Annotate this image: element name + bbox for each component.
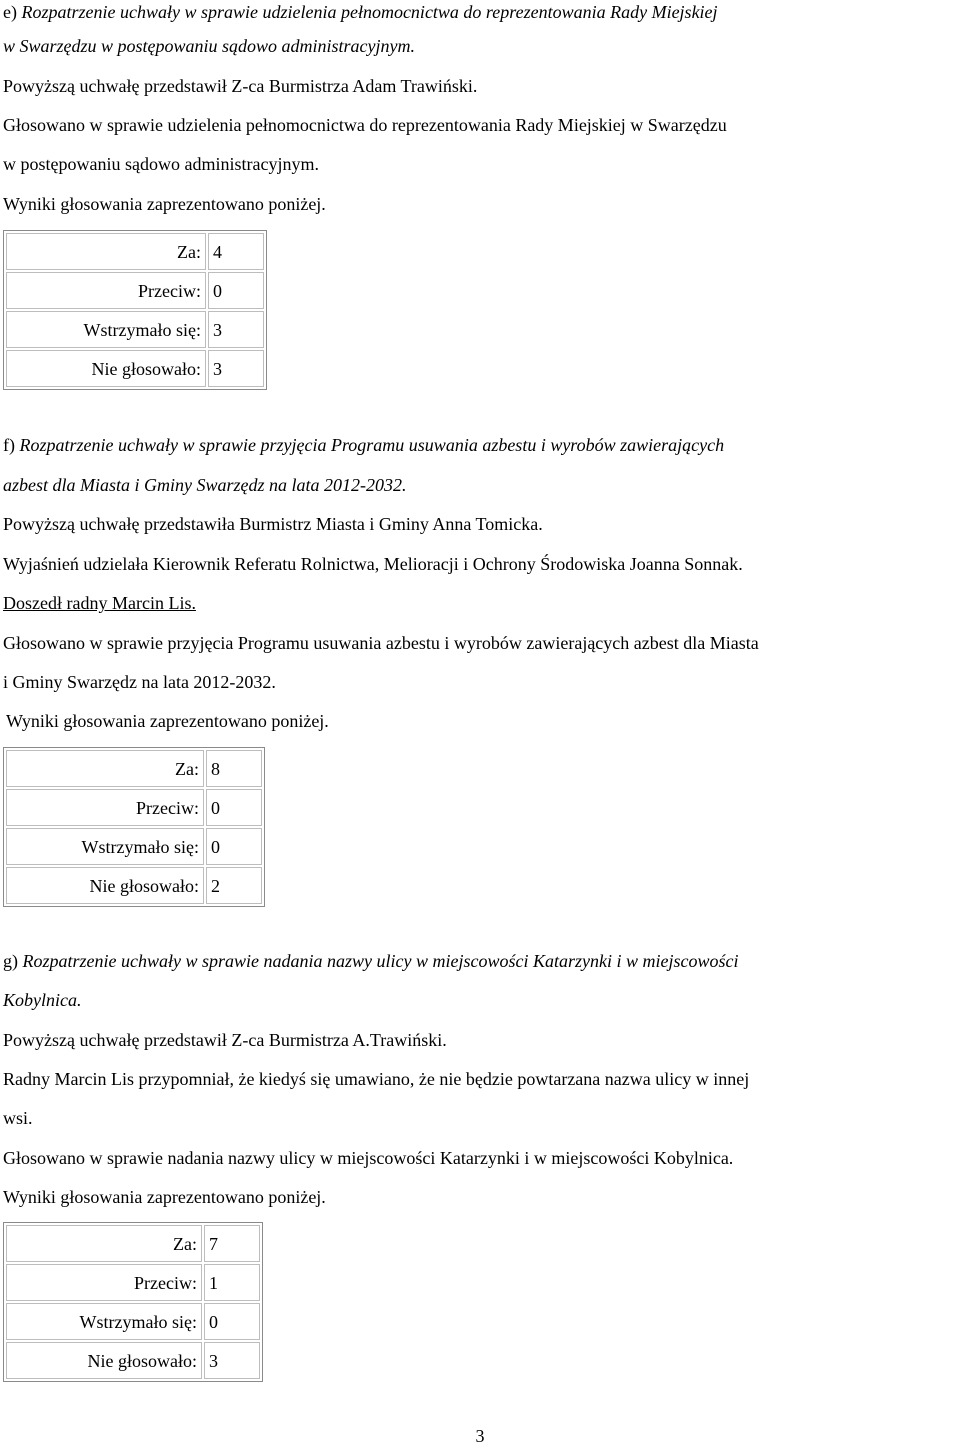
vote-label: Przeciw: [6,1264,202,1301]
section-f-heading-line-1: f) Rozpatrzenie uchwały w sprawie przyjęcia Programu usuwania azbestu i wyrobów zawierających [3,435,725,455]
section-g-presenter: Powyższą uchwałę przedstawił Z-ca Burmistrza A.Trawiński. [3,1030,447,1050]
section-g-title: Rozpatrzenie uchwały w sprawie nadania nazwy ulicy w miejscowości Katarzynki i w miejscowości [22,951,739,971]
vote-value: 3 [208,350,264,387]
vote-row-przeciw [6,272,264,309]
vote-label: Przeciw: [6,789,204,826]
section-f-results-intro: Wyniki głosowania zaprezentowano poniżej. [6,711,329,731]
vote-label: Wstrzymało się: [6,311,206,348]
section-g-results-intro: Wyniki głosowania zaprezentowano poniżej. [3,1187,326,1207]
vote-row-za [6,233,264,270]
section-f-explanation: Wyjaśnień udzielała Kierownik Referatu Rolnictwa, Melioracji i Ochrony Środowiska Joanna Sonnak. [3,554,743,574]
vote-label: Nie głosowało: [6,867,204,904]
vote-label: Wstrzymało się: [6,828,204,865]
section-g-vote-subject: Głosowano w sprawie nadania nazwy ulicy w miejscowości Katarzynki i w miejscowości Kobylnica. [3,1148,734,1168]
page-number: 3 [475,1426,485,1446]
section-e-heading-line-2: w Swarzędzu w postępowaniu sądowo administracyjnym. [3,36,416,56]
section-e-title: Rozpatrzenie uchwały w sprawie udzielenia pełnomocnictwa do reprezentowania Rady Miejskiej [21,2,718,22]
vote-value: 3 [208,311,264,348]
section-e-vote-subject-line-1: Głosowano w sprawie udzielenia pełnomocnictwa do reprezentowania Rady Miejskiej w Swarzędzu [3,115,727,135]
section-f-vote-table [3,747,265,907]
vote-row-nie-glosowalo [6,1342,260,1379]
vote-row-za [6,750,262,787]
section-g-heading-line-2: Kobylnica. [3,990,82,1010]
section-f-vote-subject-line-2: i Gminy Swarzędz na lata 2012-2032. [3,672,276,692]
vote-row-przeciw [6,789,262,826]
vote-label: Nie głosowało: [6,1342,202,1379]
vote-label: Za: [6,1225,202,1262]
vote-value: 0 [206,789,262,826]
section-f-heading-line-2: azbest dla Miasta i Gminy Swarzędz na lata 2012-2032. [3,475,407,495]
section-e-heading-line-1: e) Rozpatrzenie uchwały w sprawie udzielenia pełnomocnictwa do reprezentowania Rady Miejskiej [3,2,718,22]
vote-value: 3 [204,1342,260,1379]
vote-value: 1 [204,1264,260,1301]
section-e-results-intro: Wyniki głosowania zaprezentowano poniżej. [3,194,326,214]
vote-value: 4 [208,233,264,270]
section-g-remark-line-2: wsi. [3,1108,33,1128]
vote-value: 8 [206,750,262,787]
section-e-vote-table [3,230,267,390]
section-f-title: Rozpatrzenie uchwały w sprawie przyjęcia Programu usuwania azbestu i wyrobów zawierających [19,435,725,455]
vote-row-wstrzymalo [6,1303,260,1340]
vote-value: 0 [206,828,262,865]
vote-label: Wstrzymało się: [6,1303,202,1340]
vote-row-przeciw [6,1264,260,1301]
vote-label: Za: [6,750,204,787]
vote-value: 7 [204,1225,260,1262]
section-e-presenter: Powyższą uchwałę przedstawił Z-ca Burmistrza Adam Trawiński. [3,76,478,96]
section-g-vote-table [3,1222,263,1382]
section-f-presenter: Powyższą uchwałę przedstawiła Burmistrz Miasta i Gminy Anna Tomicka. [3,514,543,534]
vote-value: 2 [206,867,262,904]
section-f-vote-subject-line-1: Głosowano w sprawie przyjęcia Programu usuwania azbestu i wyrobów zawierających azbest dla Miasta [3,633,759,653]
section-g-remark-line-1: Radny Marcin Lis przypomniał, że kiedyś się umawiano, że nie będzie powtarzana nazwa ulicy w innej [3,1069,750,1089]
vote-value: 0 [208,272,264,309]
section-e-vote-subject-line-2: w postępowaniu sądowo administracyjnym. [3,154,319,174]
vote-row-nie-glosowalo [6,350,264,387]
vote-label: Nie głosowało: [6,350,206,387]
vote-label: Przeciw: [6,272,206,309]
vote-row-wstrzymalo [6,311,264,348]
vote-row-nie-glosowalo [6,867,262,904]
vote-value: 0 [204,1303,260,1340]
section-g-heading-line-1: g) Rozpatrzenie uchwały w sprawie nadania nazwy ulicy w miejscowości Katarzynki i w miejscowości [3,951,739,971]
vote-label: Za: [6,233,206,270]
vote-row-wstrzymalo [6,828,262,865]
section-f-arrival-note: Doszedł radny Marcin Lis. [3,593,196,613]
vote-row-za [6,1225,260,1262]
